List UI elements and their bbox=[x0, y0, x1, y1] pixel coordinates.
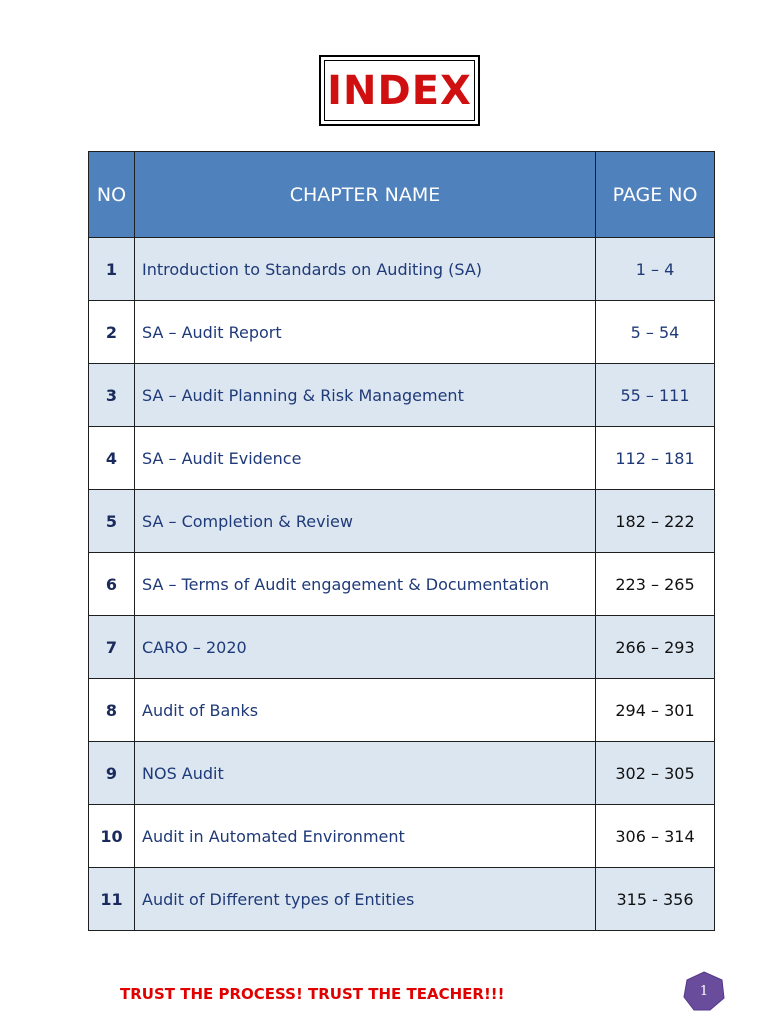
column-header-page: PAGE NO bbox=[596, 152, 715, 238]
chapter-number: 2 bbox=[89, 301, 135, 364]
table-row bbox=[89, 490, 715, 553]
chapter-number: 6 bbox=[89, 553, 135, 616]
chapter-name: SA – Terms of Audit engagement & Documentation bbox=[135, 553, 596, 616]
page-range: 302 – 305 bbox=[596, 742, 715, 805]
column-header-no: NO bbox=[89, 152, 135, 238]
page-range: 223 – 265 bbox=[596, 553, 715, 616]
chapter-name: NOS Audit bbox=[135, 742, 596, 805]
chapter-name: Introduction to Standards on Auditing (SA) bbox=[135, 238, 596, 301]
chapter-number: 4 bbox=[89, 427, 135, 490]
page-range: 112 – 181 bbox=[596, 427, 715, 490]
page-range: 182 – 222 bbox=[596, 490, 715, 553]
table-row bbox=[89, 679, 715, 742]
column-header-chapter: CHAPTER NAME bbox=[135, 152, 596, 238]
table-row bbox=[89, 427, 715, 490]
chapter-name: SA – Audit Report bbox=[135, 301, 596, 364]
table-row bbox=[89, 301, 715, 364]
chapter-name: Audit of Different types of Entities bbox=[135, 868, 596, 931]
chapter-name: Audit of Banks bbox=[135, 679, 596, 742]
page-range: 1 – 4 bbox=[596, 238, 715, 301]
index-table bbox=[88, 151, 715, 931]
page-number-badge bbox=[683, 971, 725, 1011]
table-row bbox=[89, 868, 715, 931]
page-range: 266 – 293 bbox=[596, 616, 715, 679]
chapter-number: 9 bbox=[89, 742, 135, 805]
index-title-inner-border bbox=[324, 60, 475, 121]
index-title-box bbox=[319, 55, 480, 126]
chapter-number: 3 bbox=[89, 364, 135, 427]
chapter-number: 1 bbox=[89, 238, 135, 301]
table-header-row bbox=[89, 152, 715, 238]
table-row bbox=[89, 364, 715, 427]
page-range: 55 – 111 bbox=[596, 364, 715, 427]
chapter-name: SA – Audit Evidence bbox=[135, 427, 596, 490]
chapter-number: 7 bbox=[89, 616, 135, 679]
footer-slogan: TRUST THE PROCESS! TRUST THE TEACHER!!! bbox=[120, 985, 505, 1003]
table-row bbox=[89, 616, 715, 679]
chapter-number: 8 bbox=[89, 679, 135, 742]
table-row bbox=[89, 742, 715, 805]
chapter-number: 10 bbox=[89, 805, 135, 868]
chapter-number: 5 bbox=[89, 490, 135, 553]
chapter-number: 11 bbox=[89, 868, 135, 931]
page-title: INDEX bbox=[327, 67, 472, 114]
page-range: 5 – 54 bbox=[596, 301, 715, 364]
table-row bbox=[89, 238, 715, 301]
chapter-name: SA – Completion & Review bbox=[135, 490, 596, 553]
table-row bbox=[89, 553, 715, 616]
page-range: 294 – 301 bbox=[596, 679, 715, 742]
chapter-name: CARO – 2020 bbox=[135, 616, 596, 679]
chapter-name: SA – Audit Planning & Risk Management bbox=[135, 364, 596, 427]
page-range: 306 – 314 bbox=[596, 805, 715, 868]
table-row bbox=[89, 805, 715, 868]
chapter-name: Audit in Automated Environment bbox=[135, 805, 596, 868]
page-range: 315 - 356 bbox=[596, 868, 715, 931]
page-number: 1 bbox=[699, 983, 709, 999]
